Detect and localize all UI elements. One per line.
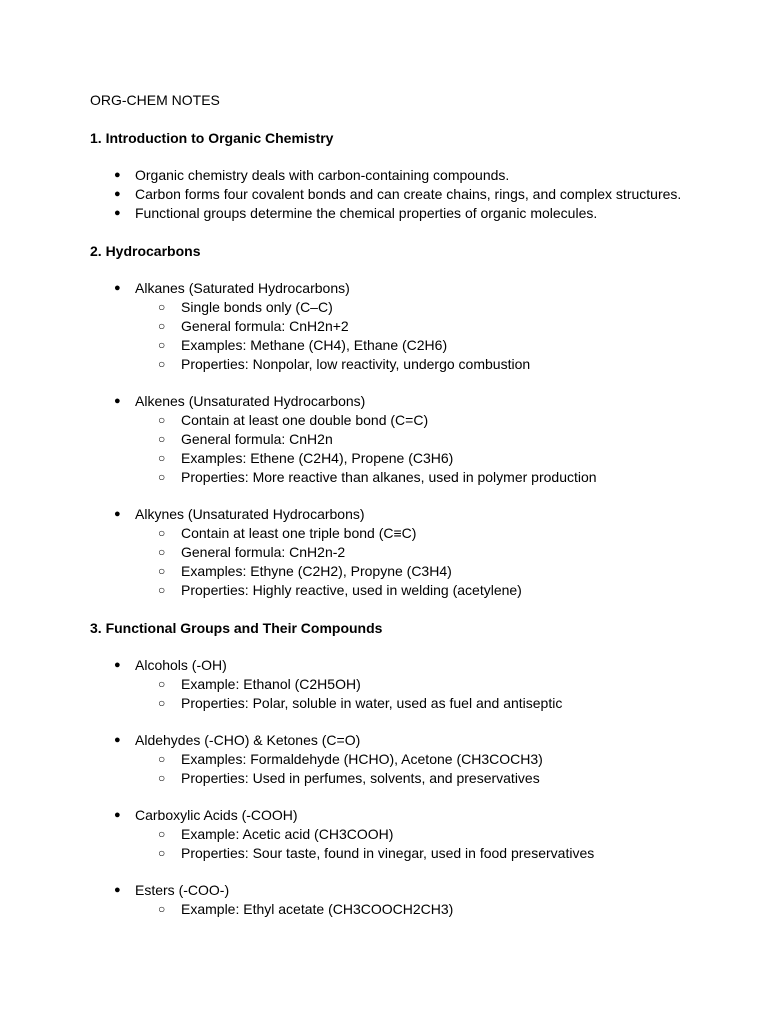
list-item-text: Carbon forms four covalent bonds and can create chains, rings, and complex structures. bbox=[135, 186, 682, 202]
bullet-icon: ● bbox=[114, 395, 121, 407]
hollow-bullet-icon: ○ bbox=[158, 432, 166, 446]
hollow-bullet-icon: ○ bbox=[158, 357, 166, 371]
sub-list-item bbox=[0, 411, 768, 430]
bullet-icon: ● bbox=[114, 508, 121, 520]
list-item-text: Carboxylic Acids (-COOH) bbox=[135, 807, 298, 823]
hollow-bullet-icon: ○ bbox=[158, 545, 166, 559]
sub-list-item bbox=[0, 675, 768, 694]
sub-list-item-text: Examples: Ethyne (C2H2), Propyne (C3H4) bbox=[181, 563, 452, 579]
sub-list-item bbox=[0, 581, 768, 600]
list-item-text: Aldehydes (-CHO) & Ketones (C=O) bbox=[135, 732, 361, 748]
hollow-bullet-icon: ○ bbox=[158, 470, 166, 484]
list-item-text: Alkenes (Unsaturated Hydrocarbons) bbox=[135, 393, 366, 409]
sub-list-item bbox=[0, 355, 768, 374]
hollow-bullet-icon: ○ bbox=[158, 827, 166, 841]
sub-list-item bbox=[0, 750, 768, 769]
sub-list-item bbox=[0, 449, 768, 468]
section-heading-functional-groups: 3. Functional Groups and Their Compounds bbox=[90, 620, 383, 636]
sub-list-item-text: Properties: Polar, soluble in water, used as fuel and antiseptic bbox=[181, 695, 563, 711]
list-item bbox=[0, 204, 768, 223]
sub-list-item bbox=[0, 562, 768, 581]
hollow-bullet-icon: ○ bbox=[158, 319, 166, 333]
bullet-icon: ● bbox=[114, 884, 121, 896]
sub-list-item-text: Examples: Ethene (C2H4), Propene (C3H6) bbox=[181, 450, 454, 466]
bullet-icon: ● bbox=[114, 809, 121, 821]
hollow-bullet-icon: ○ bbox=[158, 696, 166, 710]
sub-list-item-text: General formula: CnH2n-2 bbox=[181, 544, 346, 560]
sub-list-item bbox=[0, 468, 768, 487]
list-item-text: Alcohols (-OH) bbox=[135, 657, 227, 673]
list-item bbox=[0, 731, 768, 750]
list-item-text: Esters (-COO-) bbox=[135, 882, 230, 898]
list-item bbox=[0, 185, 768, 204]
sub-list-item-text: General formula: CnH2n bbox=[181, 431, 333, 447]
sub-list-item-text: Contain at least one triple bond (C≡C) bbox=[181, 525, 417, 541]
list-item bbox=[0, 656, 768, 675]
hollow-bullet-icon: ○ bbox=[158, 338, 166, 352]
bullet-icon: ● bbox=[114, 169, 121, 181]
list-item bbox=[0, 881, 768, 900]
hollow-bullet-icon: ○ bbox=[158, 526, 166, 540]
section-heading-hydrocarbons: 2. Hydrocarbons bbox=[90, 243, 201, 259]
sub-list-item-text: General formula: CnH2n+2 bbox=[181, 318, 349, 334]
sub-list-item bbox=[0, 769, 768, 788]
bullet-icon: ● bbox=[114, 659, 121, 671]
list-item-text: Functional groups determine the chemical properties of organic molecules. bbox=[135, 205, 598, 221]
list-item bbox=[0, 279, 768, 298]
sub-list-item-text: Properties: Nonpolar, low reactivity, undergo combustion bbox=[181, 356, 531, 372]
sub-list-item bbox=[0, 524, 768, 543]
bullet-icon: ● bbox=[114, 188, 121, 200]
hollow-bullet-icon: ○ bbox=[158, 771, 166, 785]
list-item-text: Alkanes (Saturated Hydrocarbons) bbox=[135, 280, 350, 296]
sub-list-item-text: Examples: Methane (CH4), Ethane (C2H6) bbox=[181, 337, 448, 353]
list-item bbox=[0, 392, 768, 411]
sub-list-item bbox=[0, 298, 768, 317]
sub-list-item bbox=[0, 430, 768, 449]
sub-list-item-text: Example: Ethanol (C2H5OH) bbox=[181, 676, 361, 692]
hollow-bullet-icon: ○ bbox=[158, 752, 166, 766]
list-item bbox=[0, 166, 768, 185]
sub-list-item-text: Single bonds only (C–C) bbox=[181, 299, 333, 315]
sub-list-item bbox=[0, 543, 768, 562]
hollow-bullet-icon: ○ bbox=[158, 677, 166, 691]
sub-list-item-text: Examples: Formaldehyde (HCHO), Acetone (CH3COCH3) bbox=[181, 751, 543, 767]
list-item-text: Alkynes (Unsaturated Hydrocarbons) bbox=[135, 506, 365, 522]
sub-list-item bbox=[0, 336, 768, 355]
list-item bbox=[0, 806, 768, 825]
hollow-bullet-icon: ○ bbox=[158, 451, 166, 465]
sub-list-item bbox=[0, 694, 768, 713]
sub-list-item-text: Properties: Highly reactive, used in welding (acetylene) bbox=[181, 582, 522, 598]
bullet-icon: ● bbox=[114, 207, 121, 219]
hollow-bullet-icon: ○ bbox=[158, 902, 166, 916]
hollow-bullet-icon: ○ bbox=[158, 583, 166, 597]
sub-list-item-text: Example: Acetic acid (CH3COOH) bbox=[181, 826, 394, 842]
hollow-bullet-icon: ○ bbox=[158, 564, 166, 578]
sub-list-item-text: Properties: Sour taste, found in vinegar, used in food preservatives bbox=[181, 845, 595, 861]
sub-list-item bbox=[0, 317, 768, 336]
document-title: ORG-CHEM NOTES bbox=[90, 92, 220, 108]
hollow-bullet-icon: ○ bbox=[158, 846, 166, 860]
list-item bbox=[0, 505, 768, 524]
hollow-bullet-icon: ○ bbox=[158, 300, 166, 314]
sub-list-item bbox=[0, 900, 768, 919]
bullet-icon: ● bbox=[114, 734, 121, 746]
sub-list-item-text: Properties: Used in perfumes, solvents, and preservatives bbox=[181, 770, 540, 786]
sub-list-item-text: Contain at least one double bond (C=C) bbox=[181, 412, 429, 428]
sub-list-item-text: Example: Ethyl acetate (CH3COOCH2CH3) bbox=[181, 901, 454, 917]
list-item-text: Organic chemistry deals with carbon-containing compounds. bbox=[135, 167, 510, 183]
sub-list-item-text: Properties: More reactive than alkanes, used in polymer production bbox=[181, 469, 597, 485]
sub-list-item bbox=[0, 844, 768, 863]
hollow-bullet-icon: ○ bbox=[158, 413, 166, 427]
section-heading-introduction: 1. Introduction to Organic Chemistry bbox=[90, 130, 334, 146]
bullet-icon: ● bbox=[114, 282, 121, 294]
sub-list-item bbox=[0, 825, 768, 844]
